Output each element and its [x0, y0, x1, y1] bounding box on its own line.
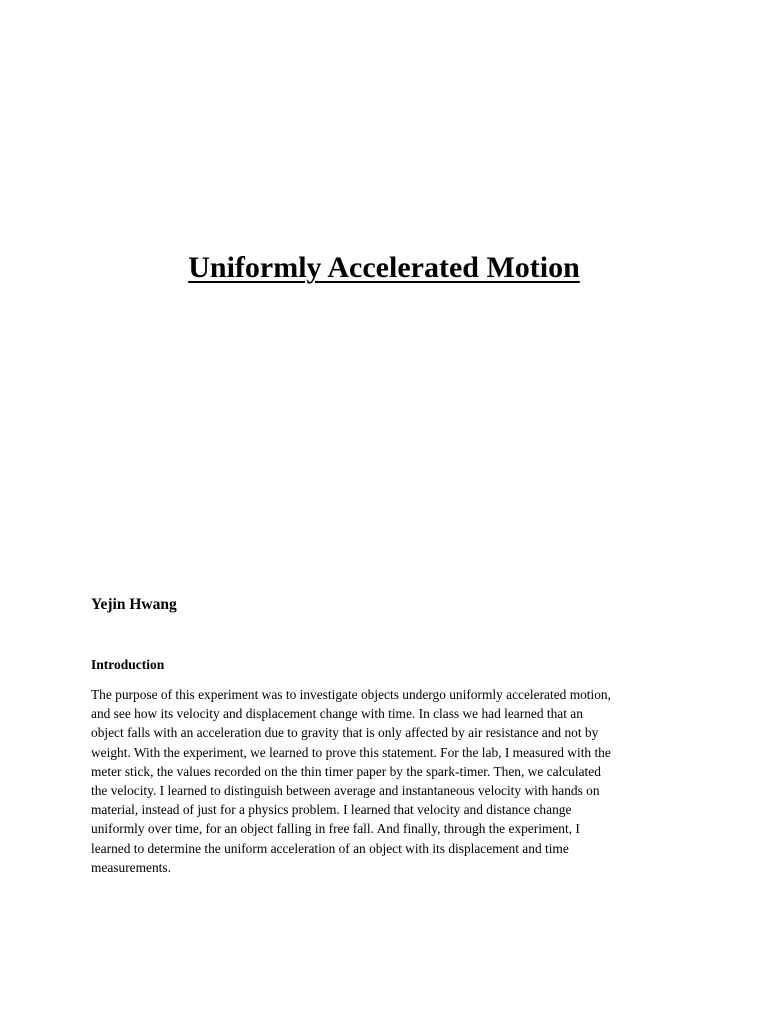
paragraph-line: weight. With the experiment, we learned to prove this statement. For the lab, I measured with the — [91, 744, 611, 760]
paragraph-line: learned to determine the uniform acceleration of an object with its displacement and time — [91, 840, 569, 856]
author-name: Yejin Hwang — [91, 596, 177, 613]
paragraph-line: uniformly over time, for an object falling in free fall. And finally, through the experiment, I — [91, 821, 580, 837]
paragraph-line: material, instead of just for a physics problem. I learned that velocity and distance change — [91, 802, 572, 818]
document-title: Uniformly Accelerated Motion — [188, 251, 580, 284]
paragraph-line: and see how its velocity and displacement change with time. In class we had learned that an — [91, 706, 583, 722]
paragraph-line: object falls with an acceleration due to gravity that is only affected by air resistance and not by — [91, 725, 599, 741]
paragraph-line: measurements. — [91, 859, 171, 875]
paragraph-line: The purpose of this experiment was to investigate objects undergo uniformly accelerated motion, — [91, 687, 611, 702]
paragraph-line: meter stick, the values recorded on the thin timer paper by the spark-timer. Then, we calculated — [91, 763, 601, 779]
introduction-paragraph — [91, 685, 683, 877]
section-heading-introduction: Introduction — [91, 657, 165, 672]
paragraph-line: the velocity. I learned to distinguish between average and instantaneous velocity with hands on — [91, 783, 600, 799]
